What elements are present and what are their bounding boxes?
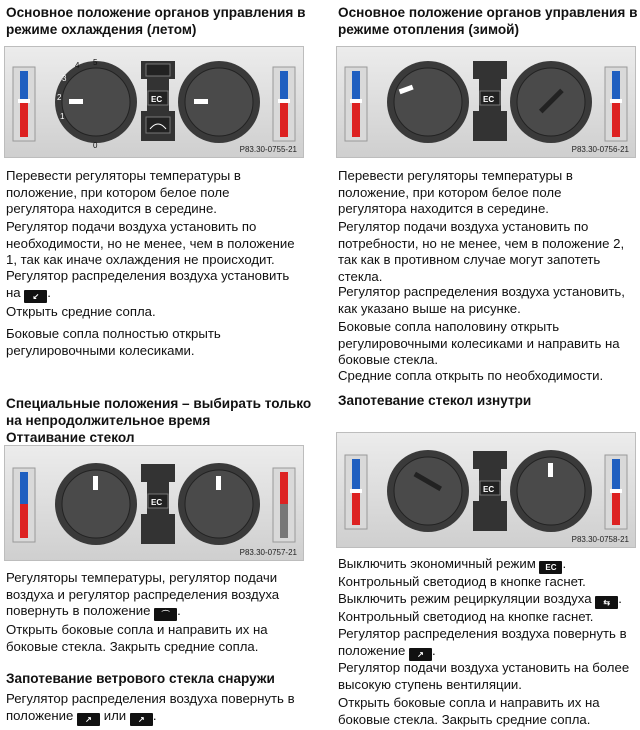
text-block: Открыть боковые сопла и направить их на боковые стекла. Закрыть средние сопла. — [6, 622, 268, 654]
fan-label: 0 — [93, 141, 98, 150]
recirculation-symbol-icon: ⇆ — [595, 596, 618, 609]
fan-label: 4 — [75, 61, 80, 70]
feet-vent-symbol-icon: ↙ — [24, 290, 47, 303]
temperature-scale-right — [273, 67, 295, 141]
fan-label: 2 — [57, 93, 62, 102]
text-block: Регулятор подачи воздуха установить по необходимости, но не менее, чем в положение 1, так как иначе охлаждения не происходит. — [6, 219, 295, 267]
ec-label: EC — [483, 485, 495, 494]
windshield-feet-symbol-icon: ↗ — [77, 713, 100, 726]
heading-cooling-mode: Основное положение органов управления в режиме охлаждения (летом) — [6, 5, 306, 37]
figure-code: P83.30-0756-21 — [571, 145, 629, 154]
heading-special-positions: Специальные положения – выбирать только на непродолжительное время Оттаивание стекол — [6, 396, 312, 445]
defrost-symbol-icon: ⌒ — [154, 608, 177, 621]
text-block: Боковые сопла полностью открыть регулировочными колесиками. — [6, 326, 221, 358]
text-block: Регулятор распределения воздуха повернуть в положение ↗ или ↗ . — [6, 691, 295, 724]
warm-zone — [280, 472, 288, 504]
knob-pointer — [69, 99, 83, 104]
text-block: Средние сопла открыть по необходимости. — [338, 368, 604, 383]
figure-code: P83.30-0755-21 — [239, 145, 297, 154]
text-block: Открыть средние сопла. — [6, 304, 156, 319]
cold-zone — [20, 472, 28, 504]
ec-label: EC — [483, 95, 495, 104]
knob-pointer — [93, 476, 98, 490]
figure-code: P83.30-0757-21 — [239, 548, 297, 557]
text-block: Регулятор подачи воздуха установить на более высокую ступень вентиляции. — [338, 660, 630, 692]
fan-speed-knob — [55, 58, 137, 150]
text-block: Боковые сопла наполовину открыть регулировочными колесиками и направить на боковые стекла. — [338, 319, 620, 367]
fan-label: 3 — [62, 74, 67, 83]
heading-windshield-fog-outside: Запотевание ветрового стекла снаружи — [6, 671, 275, 686]
knob-pointer — [194, 99, 208, 104]
fan-label: 1 — [60, 112, 65, 121]
text-block: Регулятор распределения воздуха установить на ↙ . — [6, 268, 290, 301]
knob-pointer — [548, 463, 553, 477]
air-distribution-knob — [178, 61, 260, 143]
text-block: Выключить режим рециркуляции воздуха ⇆ . Контрольный светодиод на кнопке гаснет. — [338, 591, 622, 624]
climate-panel-cooling — [4, 46, 304, 158]
recirculation-button — [146, 117, 170, 133]
text-block: Регуляторы температуры, регулятор подачи воздуха и регулятор распределения воздуха повернуть в положение ⌒ . — [6, 570, 280, 619]
climate-panel-drawing — [337, 47, 635, 157]
center-button-block — [141, 61, 175, 141]
ec-symbol-icon: EC — [539, 561, 562, 574]
climate-panel-heating — [336, 46, 636, 158]
heading-heating-mode: Основное положение органов управления в режиме отопления (зимой) — [338, 5, 638, 37]
text-block: Регулятор подачи воздуха установить по потребности, но не менее, чем в положение 2, так как в противном случае могут запотеть стекла. — [338, 219, 625, 284]
text-block: Регулятор распределения воздуха установить, как указано выше на рисунке. — [338, 284, 625, 316]
climate-panel-drawing — [337, 433, 635, 547]
warm-zone — [20, 504, 28, 538]
text-block: Регулятор распределения воздуха повернуть в положение ↗ . — [338, 626, 627, 659]
rear-defrost-button — [146, 64, 170, 76]
windshield-symbol-icon: ↗ — [130, 713, 153, 726]
climate-panel-drawing — [5, 47, 303, 157]
climate-panel-defrost — [4, 445, 304, 561]
fan-label: 5 — [93, 58, 98, 67]
ec-label: EC — [151, 498, 163, 507]
text-block: Выключить экономичный режим EC . Контрольный светодиод в кнопке гаснет. — [338, 556, 586, 589]
text-block: Перевести регуляторы температуры в положение, при котором белое поле регулятора находится в середине. — [6, 168, 241, 216]
figure-code: P83.30-0758-21 — [571, 535, 629, 544]
climate-panel-drawing — [5, 446, 303, 560]
windshield-feet-symbol-icon: ↗ — [409, 648, 432, 661]
text-block: Перевести регуляторы температуры в положение, при котором белое поле регулятора находится в середине. — [338, 168, 573, 216]
temperature-scale-left — [13, 67, 35, 141]
knob-pointer — [216, 476, 221, 490]
ec-label: EC — [151, 95, 163, 104]
heading-fog-inside: Запотевание стекол изнутри — [338, 393, 532, 408]
climate-panel-fog — [336, 432, 636, 548]
text-block: Открыть боковые сопла и направить их на боковые стекла. Закрыть средние сопла. — [338, 695, 600, 727]
